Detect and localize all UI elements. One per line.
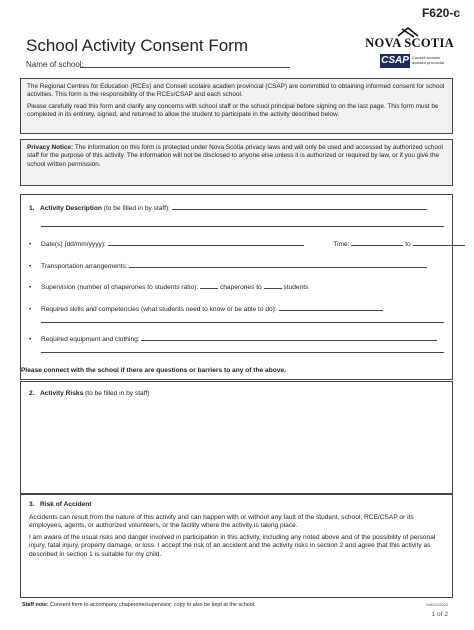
activity-description-field[interactable] <box>172 203 427 210</box>
intro-paragraph-1: The Regional Centres for Education (RCEs) and Conseil scolaire acadien provincial (CSAP) are committed to obtaining informed consent for school activities. This form is the responsibility of the RCEs/CSAP and each school. <box>27 83 445 99</box>
skills-label: Required skills and competencies (what students need to know or be able to do): <box>41 306 277 313</box>
csap-logo: CSAP <box>381 55 409 66</box>
dates-field[interactable] <box>108 239 304 246</box>
staff-note-text: Consent form to accompany chaperone/supervisor; copy to also be kept at the school. <box>48 602 256 608</box>
dates-label: Date(s) (dd/mm/yyyy): <box>41 241 106 248</box>
section-1-heading-note: (to be filled in by staff): <box>101 205 170 212</box>
activity-risks-field[interactable] <box>29 404 444 487</box>
privacy-notice-label: Privacy Notice: <box>27 144 74 151</box>
intro-paragraph-2: Please carefully read this form and clarify any concerns with school staff or the school principal before signing on the last page. This form must be completed in its entirety, signed, and returned to allow the student to participate in the activity described below. <box>27 102 439 119</box>
section-3-heading: Risk of Accident <box>40 501 92 508</box>
equipment-field[interactable] <box>141 334 437 341</box>
section-1-heading: Activity Description <box>40 205 102 212</box>
time-start-field[interactable] <box>351 239 403 246</box>
nova-scotia-logo: NOVA SCOTIA <box>365 36 454 50</box>
equipment-label: Required equipment and clothing: <box>41 336 140 343</box>
section-activity-description: 1. Activity Description (to be filled in by staff): • Date(s) (dd/mm/yyyy): Time: to • Transportation arrangements: • Supervision (number of chaperones to students ratio): chaperones to students • Required skills and competencies (what students need to know or be able to do): • Required equipment and clothing: Please connect with the school if there are questions or barriers to any of the above. <box>20 194 453 380</box>
time-label: Time: <box>333 241 350 248</box>
section-2-heading-note: (to be filled in by staff) <box>83 390 150 397</box>
page-number: 1 of 2 <box>431 611 448 618</box>
supervision-label: Supervision (number of chaperones to students ratio): <box>41 284 199 291</box>
form-code: F620-c <box>421 6 460 20</box>
intro-box <box>20 78 453 134</box>
skills-field[interactable] <box>279 304 383 311</box>
section-1-number: 1. <box>29 205 35 212</box>
page-title: School Activity Consent Form <box>26 36 249 55</box>
section-risk-of-accident <box>20 494 453 598</box>
chaperones-to-label: chaperones to <box>219 284 262 291</box>
students-label: students <box>283 284 309 291</box>
chaperones-count-field[interactable] <box>200 282 218 289</box>
section-3-number: 3. <box>29 501 35 508</box>
contact-note: Please connect with the school if there are questions or barriers to any of the above. <box>21 367 286 374</box>
activity-description-line-2[interactable] <box>41 226 444 227</box>
skills-line-2[interactable] <box>41 322 444 323</box>
section-activity-risks <box>20 381 453 494</box>
section-2-heading: Activity Risks <box>40 390 84 397</box>
staff-note <box>22 602 255 608</box>
form-date-code: MAY022023 <box>426 602 448 607</box>
equipment-line-2[interactable] <box>41 352 444 353</box>
name-of-school-field[interactable] <box>80 67 290 68</box>
risk-paragraph-1: Accidents can result from the nature of this activity and can happen with or without any fault of the student, school, RCE/CSAP or its employees, agents, or authorized volunteers, or the facility where the activity is taking place. <box>29 513 414 530</box>
students-count-field[interactable] <box>264 282 282 289</box>
time-end-field[interactable] <box>413 239 465 246</box>
to-label: to <box>405 241 411 248</box>
name-of-school-label: Name of school: <box>26 60 84 69</box>
section-2-number: 2. <box>29 390 35 397</box>
privacy-notice-box <box>20 139 453 186</box>
transportation-label: Transportation arrangements: <box>41 263 128 270</box>
privacy-notice-text: The information on this form is protected under Nova Scotia privacy laws and will only be used and accessed by authorized school staff for the purpose of this activity. The information will not be disclosed to anyone else unless it is authorized or required by law, or if you give the school written permission. <box>27 144 443 168</box>
transportation-field[interactable] <box>129 261 427 268</box>
csap-logo-subtitle: Conseil scolaire acadien provincial <box>412 55 445 65</box>
staff-note-label: Staff note: <box>22 602 49 608</box>
risk-paragraph-2: I am aware of the usual risks and danger involved in participation in this activity, including any noted above and of the possibility of personal injury, fatal injury, property damage, or loss. I accept the risk of an accident and the activity risks in section 2 and agree that this activity as described in section 1 is suitable for my child. <box>29 533 436 558</box>
